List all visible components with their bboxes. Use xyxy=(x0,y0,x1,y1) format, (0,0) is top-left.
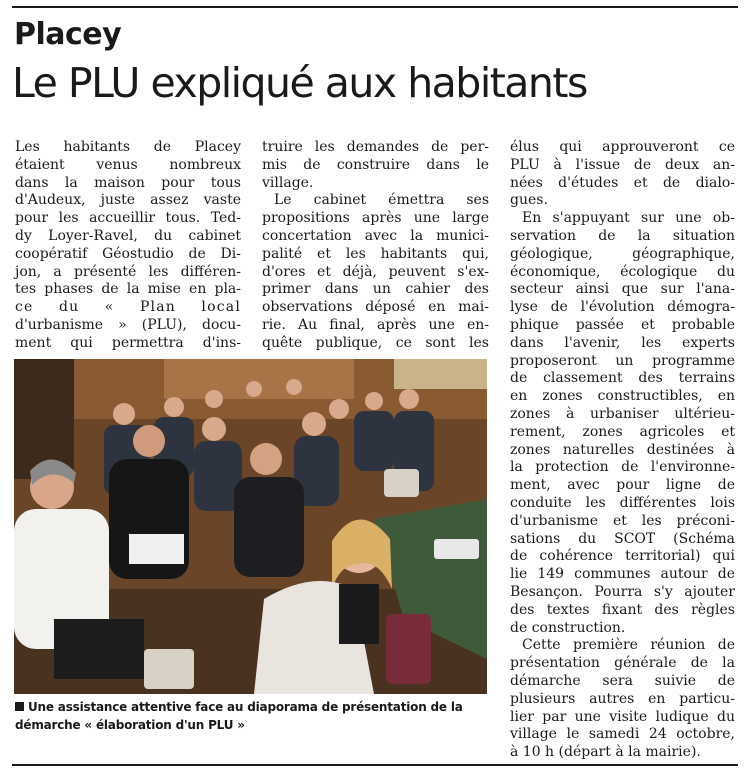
article-line: présentation générale de la xyxy=(510,655,735,672)
article-line: plusieurs autres en particu- xyxy=(510,690,735,707)
top-rule xyxy=(12,6,738,8)
article-line: ment qui permettra d'ins- xyxy=(15,334,241,351)
caption-text: Une assistance attentive face au diaporama de présentation de la démarche « élaboration d'un PLU » xyxy=(15,700,463,732)
article-line: d'urbanisme et les préconi- xyxy=(510,512,735,529)
article-line: gues. xyxy=(510,192,548,209)
article-headline: Le PLU expliqué aux habitants xyxy=(12,59,587,107)
article-line: concertation avec la munici- xyxy=(262,227,489,244)
article-line: rie. Au final, après une en- xyxy=(262,316,489,333)
meeting-photo xyxy=(14,359,487,694)
article-line: coopératif Géostudio de Di- xyxy=(15,245,241,262)
article-line: de classement des terrains xyxy=(510,370,735,387)
article-line: lyse de l'évolution démogra- xyxy=(510,299,735,316)
article-line: à 10 h (départ à la mairie). xyxy=(510,744,701,761)
article-line: conduite les différentes lois xyxy=(510,494,735,511)
article-line: ment, avec pour ligne de xyxy=(510,477,735,494)
bottom-rule xyxy=(12,764,738,766)
article-line: observations déposé en mai- xyxy=(262,299,489,316)
article-line: En s'appuyant sur une ob- xyxy=(522,210,735,227)
article-line: de cohérence territorial) qui xyxy=(510,548,735,565)
article-line: d'ores et déjà, peuvent s'ex- xyxy=(262,263,489,280)
article-line: étaient venus nombreux xyxy=(15,156,241,173)
article-line: lie 149 communes autour de xyxy=(510,566,735,583)
article-line: servation de la situation xyxy=(510,227,735,244)
article-line: géologique, géographique, xyxy=(510,245,735,262)
article-line: économique, écologique du xyxy=(510,263,735,280)
article-line: jon, a présenté les différen- xyxy=(15,263,241,280)
article-line: village. xyxy=(262,174,314,191)
article-line: truire les demandes de per- xyxy=(262,139,489,155)
article-line: secteur ainsi que sur l'ana- xyxy=(510,281,735,298)
article-line: mis de construire dans le xyxy=(262,156,489,173)
article-line: nées d'études et de dialo- xyxy=(510,174,735,191)
article-line: phique passée et probable xyxy=(510,316,735,333)
article-line: zones naturelles destinées à xyxy=(510,441,735,458)
article-line: démarche sera suivie de xyxy=(510,672,735,689)
article-line: d'urbanisme » (PLU), docu- xyxy=(15,316,241,333)
article-line: en zones constructibles, en xyxy=(510,388,735,405)
article-line: sations du SCOT (Schéma xyxy=(510,530,735,547)
article-line: tes phases de la mise en pla- xyxy=(15,281,241,298)
article-line: de construction. xyxy=(510,619,626,636)
article-line: élus qui approuveront ce xyxy=(510,139,735,155)
article-line: village le samedi 24 octobre, xyxy=(510,726,735,743)
article-line: d'Audeux, juste assez vaste xyxy=(15,192,241,209)
article-column-2 xyxy=(262,139,489,353)
article-line: PLU à l'issue de deux an- xyxy=(510,156,735,173)
article-line: palité et les habitants qui, xyxy=(262,245,489,262)
photo-caption xyxy=(15,698,487,734)
article-column-1 xyxy=(15,139,241,353)
article-line: la protection de l'environne- xyxy=(510,459,735,476)
article-line: proposeront un programme xyxy=(510,352,735,369)
article-column-3 xyxy=(510,139,735,762)
article-line: zones à urbaniser ultérieu- xyxy=(510,405,735,422)
article-line: propositions après une large xyxy=(262,210,489,227)
caption-bullet-icon xyxy=(15,702,24,711)
article-line: quête publique, ce sont les xyxy=(262,334,489,351)
article-line: Besançon. Pourra s'y ajouter xyxy=(510,583,735,600)
article-line: Les habitants de Placey xyxy=(15,139,241,155)
article-kicker: Placey xyxy=(14,17,122,52)
article-line: ce du « Plan local xyxy=(15,299,241,316)
article-line: rement, zones agricoles et xyxy=(510,423,735,440)
article-line: dans la maison pour tous xyxy=(15,174,241,191)
article-line: Cette première réunion de xyxy=(522,637,735,654)
article-line: des textes fixant des règles xyxy=(510,601,735,618)
article-line: dy Loyer-Ravel, du cabinet xyxy=(15,227,241,244)
article-line: pour les accueillir tous. Ted- xyxy=(15,210,241,227)
article-line: lier par une visite ludique du xyxy=(510,708,735,725)
article-line: primer dans un cahier des xyxy=(262,281,489,298)
article-line: dans l'avenir, les experts xyxy=(510,334,735,351)
article-line: Le cabinet émettra ses xyxy=(274,192,489,209)
